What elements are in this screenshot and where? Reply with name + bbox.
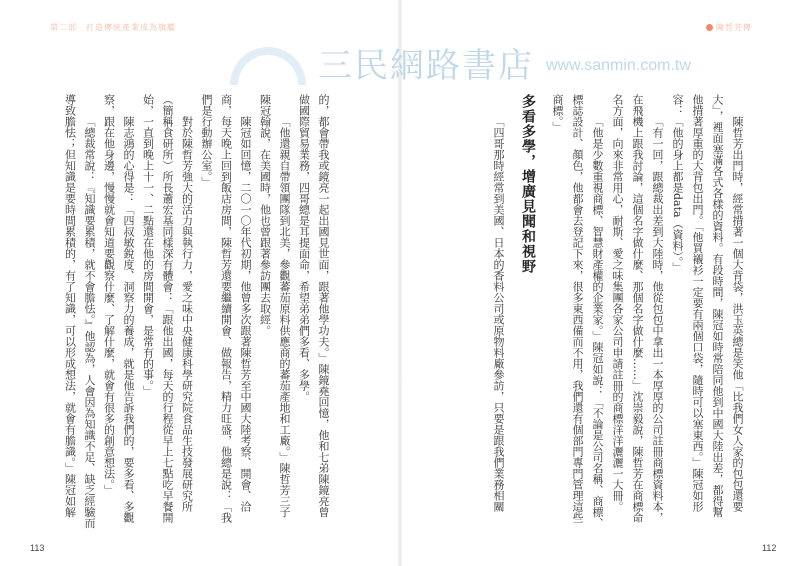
text-line: 「有一回，跟總裁出差到大陸時，他從包包中拿出一本厚厚的公司註冊商標資料本，: [651, 116, 664, 523]
watermark-logo-icon: [230, 47, 306, 85]
text-line: 名方面，向來非常用心，耐斯、愛之味集團各家公司申請註冊的商標洋洋灑灑一大冊。: [611, 94, 624, 512]
text-line: 的，都會帶我或鏡亮一起出國見世面，跟著他學功夫。」陳鏡堯回憶，他和七弟陳鏡亮曾: [317, 94, 330, 518]
text-line: 大」，裡面塞滿各式各樣的資料。有段時間，陳冠如時常陪同他到中國大陸出差，都得幫: [711, 94, 724, 518]
text-line: 「總裁常說：『知識要累積，就不會膽怯。』他認為，人會因為知識不足、缺乏經驗而: [83, 116, 96, 529]
text-line: 他揹著厚重的大背包出門。「他買襯衫一定要有兩個口袋，隨時可以塞東西。」陳冠如形: [691, 94, 704, 512]
text-line: 陳哲芳出門時，經常揹著一個大背袋，洪玉英總是笑他「比我們女人家的包包還要: [731, 116, 744, 512]
running-head-right-text: 陳哲芳傳: [716, 23, 752, 32]
text-line: 標誌設計、顏色，他都會去登記下來，很多東西備而不用，我們還有個部門專門管理這些: [571, 94, 584, 523]
text-line: 陳冠翰說，在美國時，他也曾跟著參訪團去取經。: [258, 94, 272, 336]
text-line: 商，每天晚上回到飯店房間，陳哲芳還要繼續開會、做報告，精力旺盛，他總是說：「我: [219, 94, 233, 523]
text-line: 「他是少數重視商標、智慧財產權的企業家。」陳冠如說：「不論是公司名稱、商標、: [591, 116, 604, 529]
running-head-right: [706, 22, 752, 33]
text-line: 容：「他的身上都是data（資料）。」: [671, 94, 684, 273]
running-head-left: 第二部 打造傳統產業成為旗艦: [50, 23, 176, 32]
page-number-right: 112: [762, 543, 777, 553]
text-line: 對於陳哲芳強大的活力與執行力，愛之味中央健康科學研究院食品生技發展研究所: [180, 116, 194, 512]
text-line: 導致膽怯；但知識是要時間累積的，有了知識，可以形成想法，就會有膽識。」陳冠如解: [63, 94, 77, 518]
text-line: 「他還親自帶領團隊到北美，參觀蕃茄原料供應商的蕃茄產地和工廠。」陳哲芳三子: [278, 116, 291, 518]
text-line: 「四哥那時經常到美國、日本的香料公司或原物料廠參訪，只要是跟我們業務相關: [492, 116, 505, 512]
left-page-body: [52, 94, 333, 534]
watermark: [230, 44, 691, 88]
text-line: （簡稱食研所）所長蕭宏基同樣深有體會：「跟他出國，每天的行程從早上七點吃早餐開: [161, 94, 174, 523]
text-line: 做國際貿易業務，四哥總是耳提面命，希望弟弟們多看、多學。: [297, 94, 311, 402]
text-line: 商標。」: [551, 94, 564, 133]
bullet-dot-icon: [706, 24, 713, 31]
text-line: 陳冠如回憶，二〇一〇年代初期，他曾多次跟著陳哲芳至中國大陸考察、開會、洽: [239, 116, 252, 512]
text-line: 始，一直到晚上十一、二點還在他的房間開會，是常有的事。」: [141, 94, 155, 397]
text-line: 們是行動辦公室。」: [200, 94, 213, 188]
right-page-body: [474, 94, 747, 534]
text-line: 在飛機上跟我討論，這個名字做什麼、那個名字做什麼……」沈崇毅說，陳哲芳在商標命: [631, 94, 644, 523]
text-line: 察，跟在他身邊，慢慢就會知道要觀察什麼、了解什麼，就會有很多的創意想法。」: [102, 94, 116, 496]
text-line: 陳志鴻的心得是：「四叔敏銳度、洞察力的養成，就是他告訴我們的，要多看、多觀: [122, 116, 135, 523]
watermark-url: www.sanmin.com.tw: [546, 57, 691, 74]
section-heading: 多看多學，增廣見聞和視野: [520, 94, 536, 274]
watermark-text: 三民網路書店: [318, 46, 534, 86]
page-number-left: 113: [30, 543, 45, 553]
